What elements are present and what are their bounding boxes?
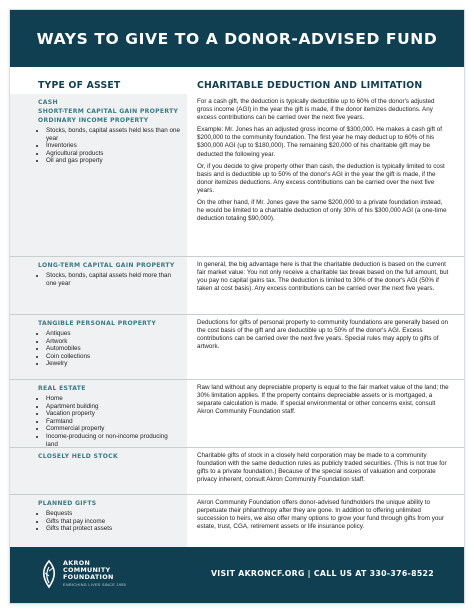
asset-list — [38, 127, 181, 165]
logo-line: COMMUNITY — [63, 566, 111, 574]
asset-cell — [10, 319, 187, 380]
table-row — [10, 314, 464, 380]
deduction-text: Or, if you decide to give property other than cash, the deduction is typically limited to cost basis and is deductible up to 50% of the donor's AGI in the year the gift is made, if the donor itemizes deductions. Any excess contributions can be carried over the next five years. — [197, 162, 445, 194]
list-item: • Vacation property — [46, 410, 181, 418]
deduction-cell — [187, 452, 464, 495]
deduction-cell — [187, 98, 464, 255]
deduction-text: Deductions for gifts of personal property to community foundations are generally based on the cost basis of the gift and are deductible up to 50% of the donor's AGI. Excess contributions can be carried over the next five years. Special rules may apply to gifts of artwork. — [197, 319, 448, 351]
asset-title: LONG-TERM CAPITAL GAIN PROPERTY — [38, 262, 175, 269]
contact-info: VISIT AKRONCF.ORG | CALL US AT 330-376-8522 — [210, 569, 434, 578]
table-row — [10, 256, 464, 315]
header-banner — [10, 10, 464, 67]
column-header-asset: TYPE OF ASSET — [38, 80, 121, 91]
logo-line: FOUNDATION — [63, 573, 114, 581]
list-item: • Stocks, bonds, capital assets held more than one year — [46, 272, 181, 287]
table-row — [10, 379, 464, 448]
asset-cell — [10, 384, 187, 448]
list-item: • Bequests — [46, 510, 181, 518]
list-item: • Inventories — [46, 142, 181, 150]
list-item: • Jewelry — [46, 360, 181, 368]
table-row — [10, 447, 464, 495]
list-item: • Commercial property — [46, 425, 181, 433]
table-row — [10, 494, 464, 548]
asset-title: CASH — [38, 99, 58, 106]
asset-cell — [10, 98, 187, 255]
asset-cell — [10, 452, 187, 495]
list-item: • Coin collections — [46, 353, 181, 361]
asset-title: PLANNED GIFTS — [38, 500, 97, 507]
asset-title: ORDINARY INCOME PROPERTY — [38, 117, 149, 124]
list-item: • Stocks, bonds, capital assets held less than one year — [46, 127, 181, 142]
deduction-cell — [187, 499, 464, 548]
logo-tagline: ENRICHING LIVES SINCE 1955 — [63, 583, 127, 587]
logo-line: AKRON — [63, 559, 91, 567]
deduction-text: Charitable gifts of stock in a closely held corporation may be made to a community foundation with the same deduction rules as publicly traded securities. (This is not true for gifts to a private foundation.) Because of the special issues of valuation and corporate privacy inherent, consult Akron Community Foundation staff. — [197, 452, 447, 484]
deduction-cell — [187, 261, 464, 315]
asset-list — [38, 395, 181, 448]
deduction-text: In general, the big advantage here is that the charitable deduction is based on the current fair market value: You not only receive a charitable tax break based on the full amount, but you pay no capital gains tax. The deduction is limited to 30% of the donor's AGI (50% if taken at cost basis). Any excess contributions can be carried over the next five years. — [197, 261, 449, 293]
asset-list — [38, 330, 181, 368]
asset-title: REAL ESTATE — [38, 385, 86, 392]
table-row — [10, 98, 464, 255]
deduction-text: Raw land without any depreciable property is equal to the fair market value of the land; the 30% limitation applies. If the property contains depreciable assets or is mortgaged, a separate calculation is made. If special environmental or other concerns exist, consult Akron Community Foundation staff. — [197, 384, 449, 416]
asset-cell — [10, 261, 187, 315]
page-title: WAYS TO GIVE TO A DONOR-ADVISED FUND — [36, 29, 438, 48]
list-item: • Artwork — [46, 338, 181, 346]
deduction-text: On the other hand, if Mr. Jones gave the same $200,000 to a private foundation instead, he would be limited to a charitable deduction of only 30% of his $300,000 AGI (a one-time deduction totaling $90,000). — [197, 199, 447, 223]
asset-title: SHORT-TERM CAPITAL GAIN PROPERTY — [38, 108, 179, 115]
asset-list — [38, 510, 181, 533]
list-item: • Agricultural products — [46, 150, 181, 158]
column-header-deduction: CHARITABLE DEDUCTION AND LIMITATION — [197, 80, 423, 91]
deduction-text: For a cash gift, the deduction is typically deductible up to 60% of the donor's adjusted gross income (AGI) in the year the gift is made, if the donor itemizes deductions. Any excess contributions can be carried over the next five years. — [197, 98, 435, 122]
asset-list — [38, 272, 181, 287]
list-item: • Oil and gas property — [46, 157, 181, 165]
list-item: • Income-producing or non-income producing land — [46, 433, 181, 448]
foundation-logo-text — [63, 560, 114, 581]
list-item: • Automobiles — [46, 345, 181, 353]
deduction-cell — [187, 319, 464, 380]
list-item: • Gifts that protect assets — [46, 525, 181, 533]
deduction-cell — [187, 384, 464, 448]
list-item: • Apartment building — [46, 403, 181, 411]
list-item: • Gifts that pay income — [46, 518, 181, 526]
asset-title: TANGIBLE PERSONAL PROPERTY — [38, 320, 157, 327]
list-item: • Farmland — [46, 418, 181, 426]
list-item: • Home — [46, 395, 181, 403]
asset-cell — [10, 499, 187, 548]
list-item: • Antiques — [46, 330, 181, 338]
footer-bar — [10, 547, 464, 603]
asset-title: CLOSELY HELD STOCK — [38, 453, 118, 460]
foundation-logo-icon — [38, 559, 60, 589]
deduction-example: Example: Mr. Jones has an adjusted gross income of $300,000. He makes a cash gift of $200,000 to the community foundation. The first year he may deduct up to 60% of his $300,000 AGI (up to $180,000). The remaining $20,000 of his charitable gift may be deducted the following year. — [197, 126, 443, 158]
deduction-text: Akron Community Foundation offers donor-advised fundholders the unique ability to perpetuate their philanthropy after they are gone. In addition to offering unlimited succession to heirs, we also offer many options to grow your fund through gifts from your estate, trust, CGA, retirement assets or life insurance policy. — [197, 499, 444, 531]
flyer-page — [10, 10, 464, 603]
